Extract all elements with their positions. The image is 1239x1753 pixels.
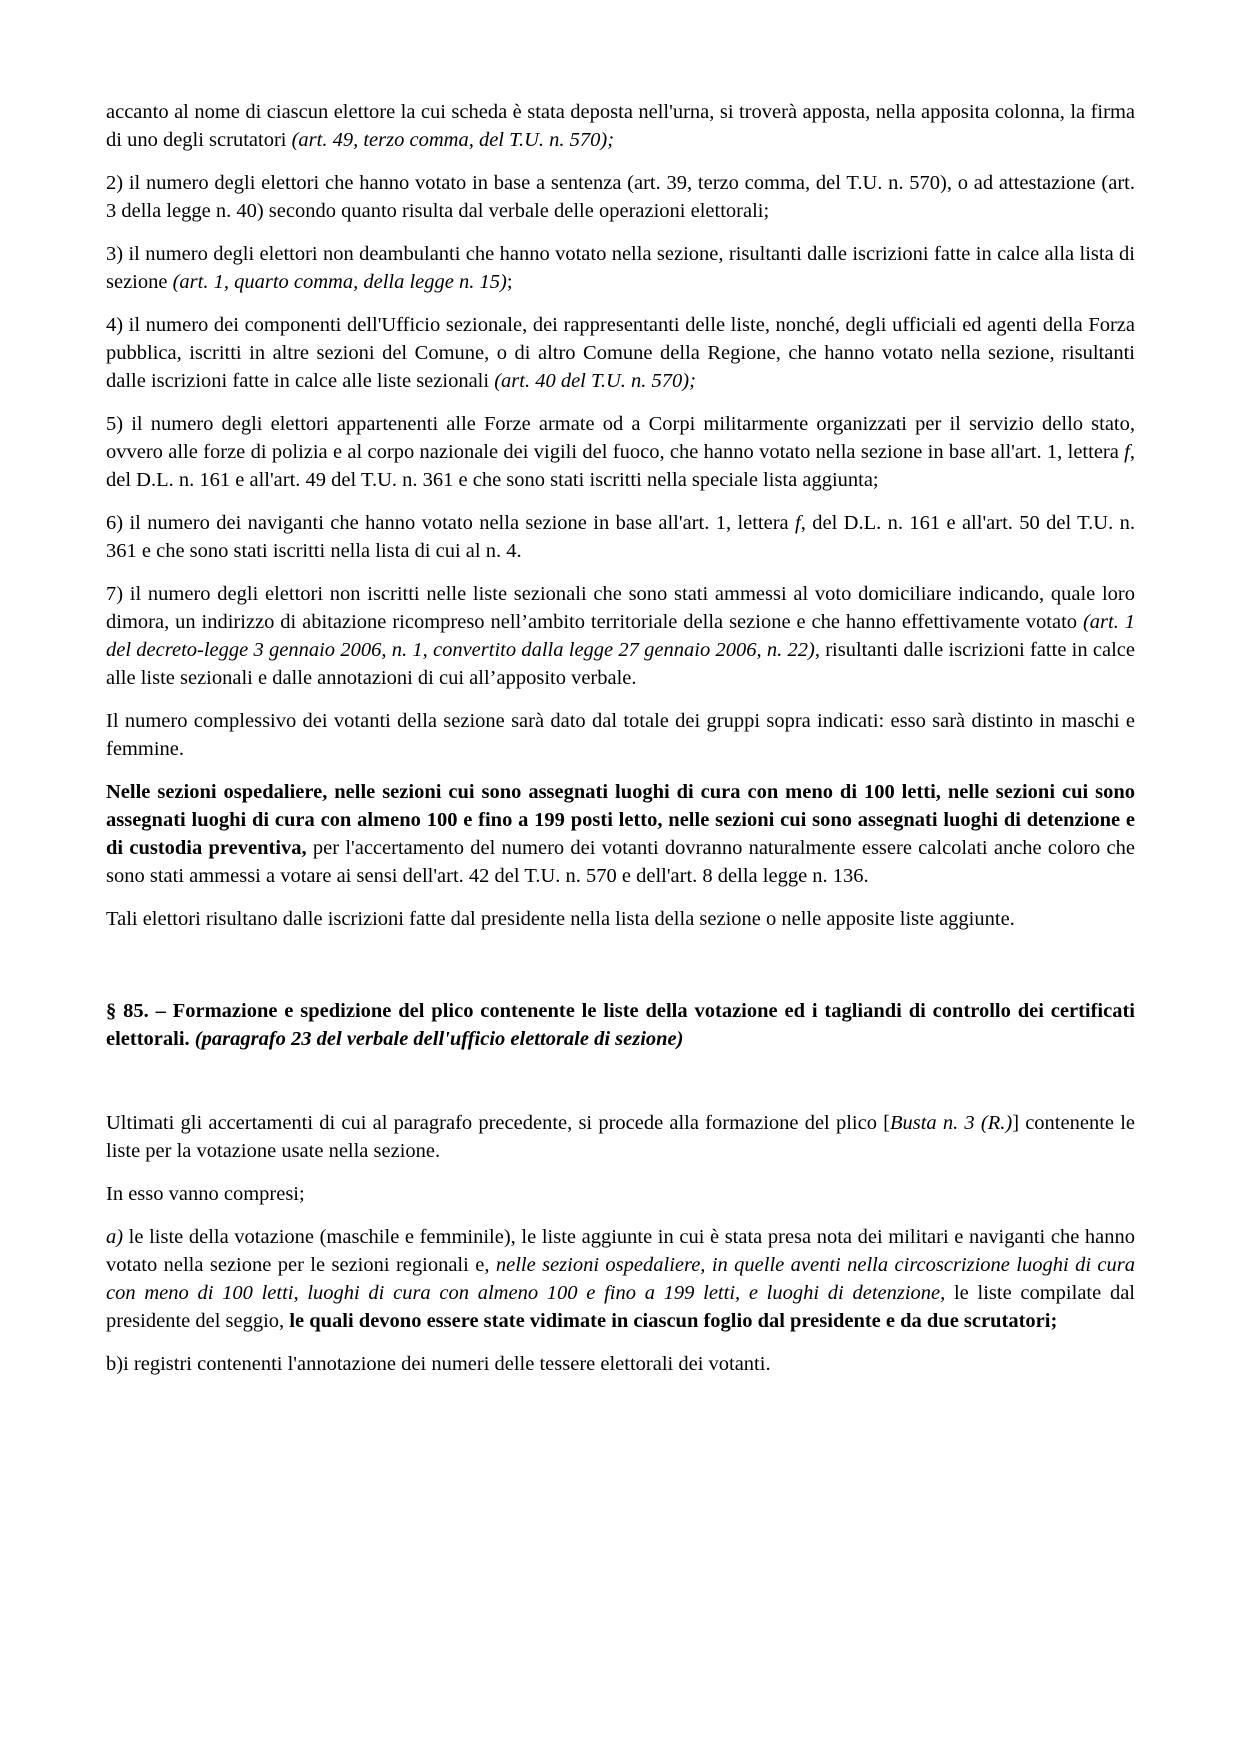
text-run: per l'accertamento del numero dei votanti dovranno naturalmente essere calcolati anche coloro che sono stati ammessi a votare ai sensi dell'art. 42 del T.U. n. 570 e dell'art. 8 della legge n. 136. xyxy=(106,837,1135,887)
text-run: (art. 40 del T.U. n. 570); xyxy=(494,370,696,392)
paragraph-total-votanti xyxy=(106,707,1135,763)
text-run: ] contenente le liste per la votazione usate nella sezione. xyxy=(106,1112,1135,1162)
text-run: f xyxy=(795,512,801,534)
text-run: (art. 1 del decreto-legge 3 gennaio 2006, n. 1, convertito dalla legge 27 gennaio 2006, n. 22) xyxy=(106,611,1135,661)
paragraph-item-a xyxy=(106,1223,1135,1335)
paragraph-item-7 xyxy=(106,580,1135,692)
paragraph-item-4 xyxy=(106,311,1135,395)
text-run: le liste della votazione (maschile e femminile), le liste aggiunte in cui è stata presa nota dei militari e naviganti che hanno votato nella sezione per le sezioni regionali e, xyxy=(106,1226,1135,1276)
text-run: In esso vanno compresi; xyxy=(106,1183,305,1205)
paragraph-item-b xyxy=(106,1350,1135,1378)
text-run: Il numero complessivo dei votanti della sezione sarà dato dal totale dei gruppi sopra indicati: esso sarà distinto in maschi e femmine. xyxy=(106,710,1135,760)
text-run: Nelle sezioni ospedaliere, nelle sezioni cui sono assegnati luoghi di cura con meno di 100 letti, nelle sezioni cui sono assegnati luoghi di cura con almeno 100 e fino a 199 posti letto, nelle sezioni cui sono assegnati luoghi di detenzione e di custodia preventiva, xyxy=(106,781,1135,859)
text-run: , risultanti dalle iscrizioni fatte in calce alle liste sezionali e dalle annotazioni di cui all’apposito verbale. xyxy=(106,639,1135,689)
text-run: 3) il numero degli elettori non deambulanti che hanno votato nella sezione, risultanti dalle iscrizioni fatte in calce alla lista di sezione xyxy=(106,243,1135,293)
paragraph-tali-elettori xyxy=(106,905,1135,933)
paragraph-ultimati xyxy=(106,1109,1135,1165)
text-run: f xyxy=(1124,441,1130,463)
text-run: 2) il numero degli elettori che hanno votato in base a sentenza (art. 39, terzo comma, del T.U. n. 570), o ad attestazione (art. 3 della legge n. 40) secondo quanto risulta dal verbale delle operazioni elettorali; xyxy=(106,172,1135,222)
text-run: , del D.L. n. 161 e all'art. 50 del T.U. n. 361 e che sono stati iscritti nella lista di cui al n. 4. xyxy=(106,512,1135,562)
text-run: a) xyxy=(106,1226,124,1248)
text-run: 5) il numero degli elettori appartenenti alle Forze armate od a Corpi militarmente organizzati per il servizio dello stato, ovvero alle forze di polizia e al corpo nazionale dei vigili del fuoco, che hanno votato nella sezione in base all'art. 1, lettera xyxy=(106,413,1135,463)
paragraph-item-3 xyxy=(106,240,1135,296)
text-run: 7) il numero degli elettori non iscritti nelle liste sezionali che sono stati ammessi al voto domiciliare indicando, quale loro dimora, un indirizzo di abitazione ricompreso nell’ambito territoriale della sezione e che hanno effettivamente votato xyxy=(106,583,1135,633)
text-run: 4) il numero dei componenti dell'Ufficio sezionale, dei rappresentanti delle liste, nonché, degli ufficiali ed agenti della Forza pubblica, iscritti in altre sezioni del Comune, o di altro Comune della Regione, che hanno votato nella sezione, risultanti dalle iscrizioni fatte in calce alle liste sezionali xyxy=(106,314,1135,392)
text-run: Ultimati gli accertamenti di cui al paragrafo precedente, si procede alla formazione del plico [ xyxy=(106,1112,890,1134)
text-run: ; xyxy=(506,271,513,293)
paragraph-in-esso xyxy=(106,1180,1135,1208)
text-run: 6) il numero dei naviganti che hanno votato nella sezione in base all'art. 1, lettera xyxy=(106,512,796,534)
text-run: § 85. – Formazione e spedizione del plico contenente le liste della votazione ed i tagliandi di controllo dei certificati elettorali. xyxy=(106,1000,1135,1050)
text-run: b)i registri contenenti l'annotazione dei numeri delle tessere elettorali dei votanti. xyxy=(106,1353,771,1375)
paragraph-sezioni-ospedaliere xyxy=(106,778,1135,890)
section-heading-85 xyxy=(106,997,1135,1053)
paragraph-item-5 xyxy=(106,410,1135,494)
text-run: , del D.L. n. 161 e all'art. 49 del T.U. n. 361 e che sono stati iscritti nella speciale lista aggiunta; xyxy=(106,441,1135,491)
text-run: Tali elettori risultano dalle iscrizioni fatte dal presidente nella lista della sezione o nelle apposite liste aggiunte. xyxy=(106,908,1015,930)
document-body xyxy=(106,98,1135,1378)
text-run: accanto al nome di ciascun elettore la cui scheda è stata deposta nell'urna, si troverà apposta, nella apposita colonna, la firma di uno degli scrutatori xyxy=(106,101,1135,151)
paragraph-intro-continuation xyxy=(106,98,1135,154)
paragraph-item-6 xyxy=(106,509,1135,565)
text-run: (paragrafo 23 del verbale dell'ufficio elettorale di sezione) xyxy=(194,1028,684,1050)
text-run: Busta n. 3 (R.) xyxy=(889,1112,1013,1134)
paragraph-item-2 xyxy=(106,169,1135,225)
text-run: (art. 1, quarto comma, della legge n. 15) xyxy=(172,271,507,293)
text-run: (art. 49, terzo comma, del T.U. n. 570); xyxy=(291,129,615,151)
text-run: le liste compilate dal presidente del seggio, xyxy=(106,1282,1135,1332)
text-run: nelle sezioni ospedaliere, in quelle aventi nella circoscrizione luoghi di cura con meno di 100 letti, luoghi di cura con almeno 100 e fino a 199 letti, e luoghi di detenzione, xyxy=(106,1254,1136,1304)
text-run: le quali devono essere state vidimate in ciascun foglio dal presidente e da due scrutatori; xyxy=(289,1310,1058,1332)
